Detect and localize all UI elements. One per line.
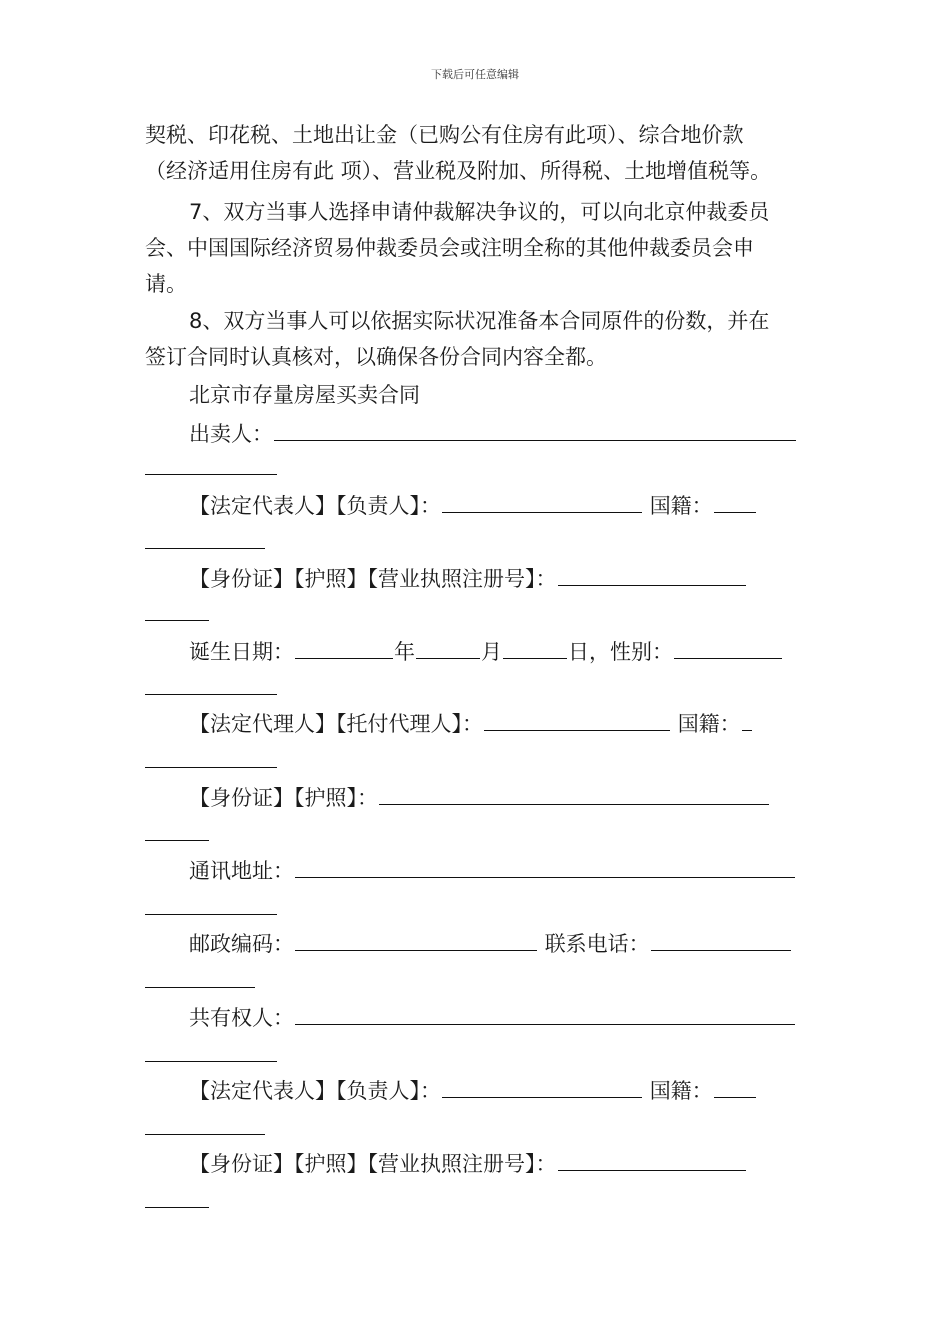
postcode-phone-row bbox=[189, 928, 792, 959]
day-gender-label: 日，性别： bbox=[568, 640, 673, 664]
postcode-label: 邮政编码： bbox=[189, 932, 294, 956]
seller-blank[interactable] bbox=[274, 418, 796, 441]
phone-label: 联系电话： bbox=[544, 932, 650, 956]
contract-title: 北京市存量房屋买卖合同 bbox=[189, 383, 420, 407]
year-label: 年 bbox=[394, 640, 415, 664]
address-label: 通讯地址： bbox=[189, 859, 294, 883]
address-row bbox=[189, 855, 796, 886]
legal-rep2-label: 【法定代表人】【负责人】： bbox=[189, 1079, 441, 1103]
agent-id-label: 【身份证】【护照】： bbox=[189, 786, 378, 810]
gender-blank-continuation[interactable] bbox=[145, 694, 277, 695]
paragraph-line: 7、双方当事人选择申请仲裁解决争议的，可以向北京仲裁委员 bbox=[189, 200, 770, 224]
agent-label: 【法定代理人】【托付代理人】： bbox=[189, 712, 483, 736]
co-owner-blank[interactable] bbox=[295, 1002, 795, 1025]
paragraph-line: 契税、印花税、土地出让金（已购公有住房有此项）、综合地价款 bbox=[145, 123, 744, 147]
page-header: 下载后可任意编辑 bbox=[431, 68, 519, 81]
nationality-label: 国籍： bbox=[649, 494, 713, 518]
id-doc2-continuation[interactable] bbox=[145, 1207, 209, 1208]
legal-rep-row bbox=[189, 490, 757, 521]
birth-month-blank[interactable] bbox=[416, 636, 480, 659]
birth-day-blank[interactable] bbox=[503, 636, 567, 659]
agent-blank[interactable] bbox=[484, 708, 670, 731]
id-doc2-row bbox=[189, 1148, 747, 1179]
id-doc2-blank[interactable] bbox=[558, 1148, 746, 1171]
nationality2-label: 国籍： bbox=[649, 1079, 713, 1103]
agent-nationality-continuation[interactable] bbox=[145, 767, 277, 768]
co-owner-row bbox=[189, 1002, 796, 1033]
paragraph-line: 8、双方当事人可以依据实际状况准备本合同原件的份数，并在 bbox=[189, 309, 770, 333]
co-owner-continuation[interactable] bbox=[145, 1061, 277, 1062]
paragraph-line: 请。 bbox=[145, 272, 187, 296]
id-doc-label: 【身份证】【护照】【营业执照注册号】： bbox=[189, 567, 557, 591]
agent-id-row bbox=[189, 782, 770, 813]
phone-continuation[interactable] bbox=[145, 987, 255, 988]
legal-rep2-row bbox=[189, 1075, 757, 1106]
agent-nationality-blank[interactable] bbox=[742, 708, 752, 731]
legal-rep2-blank[interactable] bbox=[442, 1075, 642, 1098]
paragraph-line: 签订合同时认真核对，以确保各份合同内容全都。 bbox=[145, 345, 607, 369]
seller-blank-continuation[interactable] bbox=[145, 474, 277, 475]
postcode-blank[interactable] bbox=[295, 928, 537, 951]
nationality2-blank[interactable] bbox=[714, 1075, 756, 1098]
id-doc-row bbox=[189, 563, 747, 594]
address-blank[interactable] bbox=[295, 855, 795, 878]
gender-blank[interactable] bbox=[674, 636, 782, 659]
id-doc-blank-continuation[interactable] bbox=[145, 620, 209, 621]
legal-rep-label: 【法定代表人】【负责人】： bbox=[189, 494, 441, 518]
birth-row bbox=[189, 636, 783, 667]
month-label: 月 bbox=[481, 640, 502, 664]
nationality2-continuation[interactable] bbox=[145, 1134, 265, 1135]
nationality-blank-continuation[interactable] bbox=[145, 548, 265, 549]
paragraph-line: （经济适用住房有此 项）、营业税及附加、所得税、土地增值税等。 bbox=[145, 159, 772, 183]
agent-id-continuation[interactable] bbox=[145, 840, 209, 841]
agent-id-blank[interactable] bbox=[379, 782, 769, 805]
birth-label: 诞生日期： bbox=[189, 640, 294, 664]
legal-rep-blank[interactable] bbox=[442, 490, 642, 513]
seller-label: 出卖人： bbox=[189, 422, 273, 446]
address-continuation[interactable] bbox=[145, 914, 277, 915]
nationality-blank[interactable] bbox=[714, 490, 756, 513]
id-doc-blank[interactable] bbox=[558, 563, 746, 586]
paragraph-line: 会、中国国际经济贸易仲裁委员会或注明全称的其他仲裁委员会申 bbox=[145, 236, 754, 260]
seller-row bbox=[189, 418, 797, 449]
agent-nationality-label: 国籍： bbox=[677, 712, 741, 736]
birth-year-blank[interactable] bbox=[295, 636, 393, 659]
agent-row bbox=[189, 708, 753, 739]
co-owner-label: 共有权人： bbox=[189, 1006, 294, 1030]
phone-blank[interactable] bbox=[651, 928, 791, 951]
id-doc2-label: 【身份证】【护照】【营业执照注册号】： bbox=[189, 1152, 557, 1176]
